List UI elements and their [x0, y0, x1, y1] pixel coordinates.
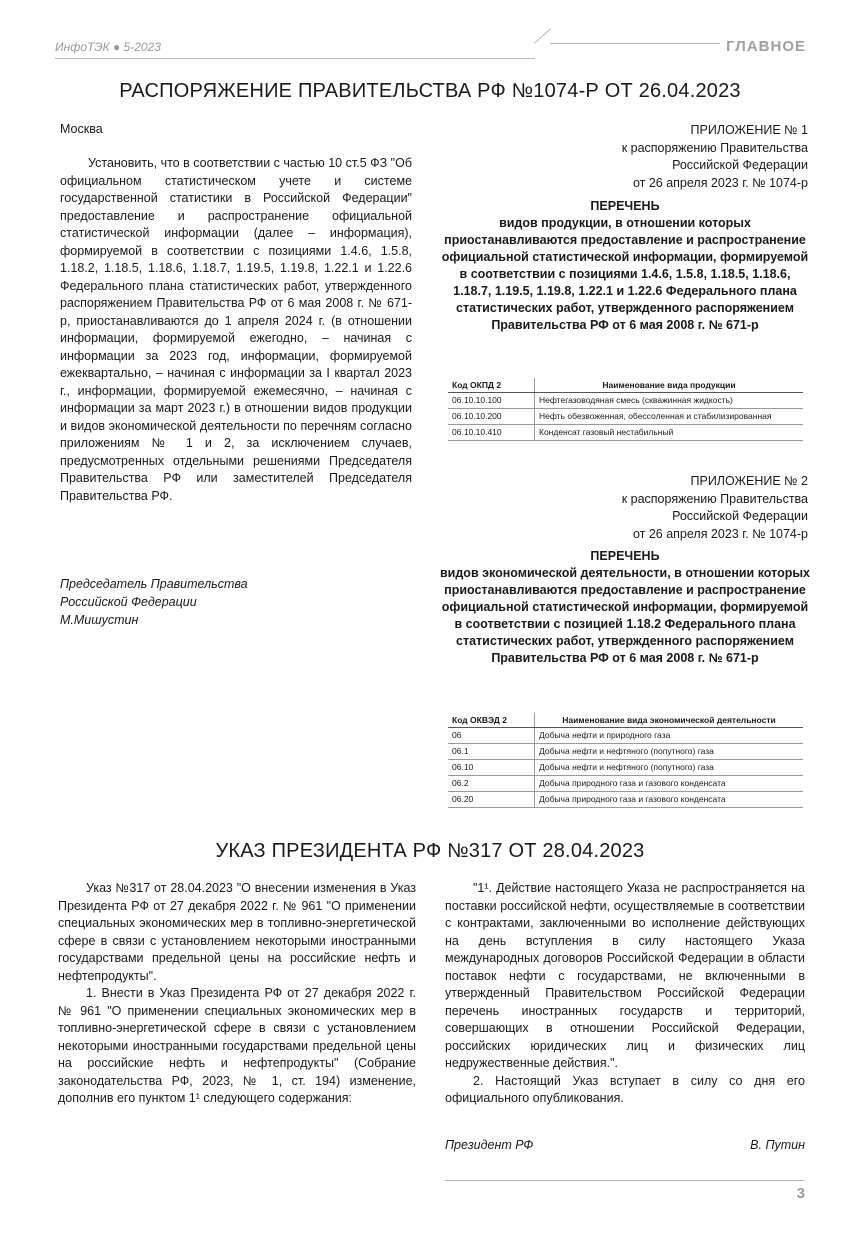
running-header-section: ГЛАВНОЕ	[726, 38, 806, 55]
signature-line: Российской Федерации	[60, 595, 197, 609]
page-number: 3	[796, 1185, 805, 1202]
list-title: ПЕРЕЧЕНЬ	[590, 199, 660, 213]
table-row	[448, 393, 803, 409]
table-cell: 06.20	[448, 792, 535, 808]
appendix-line: к распоряжению Правительства	[621, 140, 808, 155]
order-city: Москва	[60, 122, 103, 136]
decree-signatory-name: В. Путин	[750, 1138, 805, 1152]
order-body: Установить, что в соответствии с частью 10 ст.5 ФЗ "Об официальном статистическом учете и системе государственной статистики в Российской Федерации" предоставление и распространение официальной статистической информации (далее – информация), формируемой в соответствии с позициями 1.4.6, 1.5.8, 1.18.2, 1.18.5, 1.18.6, 1.18.7, 1.19.5, 1.19.8, 1.22.1 и 1.22.6 Федерального плана статистических работ, утвержденного распоряжением Правительства РФ от 6 мая 2008 г. № 671-р, приостанавливаются до 1 апреля 2024 г. (в отношении информации, формируемой ежегодно, – начиная с информации за 2023 год, информации, формируемой ежеквартально, – начиная с информации за I квартал 2023 г., информации, формируемой ежемесячно, – начиная с информации за март 2023 г.) в отношении видов продукции и видов экономической деятельности по перечням согласно приложениям № 1 и 2, за исключением случаев, предусмотренных отдельными решениями Председателя Правительства РФ или заместителей Председателя Правительства РФ.	[60, 156, 412, 503]
appendix1-table	[448, 378, 803, 441]
decree-title: УКАЗ ПРЕЗИДЕНТА РФ №317 ОТ 28.04.2023	[215, 840, 645, 862]
table-header: Код ОКВЭД 2	[448, 713, 535, 728]
appendix-line: Российской Федерации	[672, 509, 808, 523]
table-cell: Конденсат газовый нестабильный	[535, 425, 804, 441]
decree-left-column	[58, 880, 416, 1108]
appendix-line: от 26 апреля 2023 г. № 1074-р	[632, 526, 808, 541]
table-row	[448, 409, 803, 425]
table-cell: 06.10	[448, 760, 535, 776]
decree-paragraph: Указ №317 от 28.04.2023 "О внесении изменения в Указ Президента РФ от 27 декабря 2022 г. № 961 "О применении специальных экономических мер в топливно-энергетической сфере в связи с установлением некоторыми иностранными государствами предельной цены на российские нефть и нефтепродукты".	[58, 881, 416, 983]
table-cell: 06.2	[448, 776, 535, 792]
appendix-line: от 26 апреля 2023 г. № 1074-р	[632, 175, 808, 190]
table-cell: 06.10.10.200	[448, 409, 535, 425]
table-cell: 06.1	[448, 744, 535, 760]
table-row	[448, 728, 803, 744]
appendix1-header	[478, 122, 808, 192]
footer-rule	[445, 1180, 805, 1181]
table-cell: Нефть обезвоженная, обессоленная и стабилизированная	[535, 409, 804, 425]
table-row	[448, 776, 803, 792]
decree-paragraph: "1¹. Действие настоящего Указа не распространяется на поставки российской нефти, осуществляемые в соответствии с контрактами, заключенными во исполнение действующих на день вступления в силу настоящего Указа международных договоров Российской Федерации в области поставок нефти с государствами, не включенными в утвержденный Правительством Российской Федерации перечень иностранных государств и территорий, совершающих в отношении Российской Федерации, российских юридических лиц и физических лиц недружественные действия.".	[445, 881, 805, 1070]
decree-paragraph: 1. Внести в Указ Президента РФ от 27 декабря 2022 г. № 961 "О применении специальных экономических мер в топливно-энергетической сфере в связи с установлением некоторыми иностранными государствами предельной цены на российские нефть и нефтепродукты" (Собрание законодательства РФ, 2023, № 1, ст. 194) изменение, дополнив его пунктом 1¹ следующего содержания:	[58, 986, 416, 1105]
header-rule	[55, 58, 535, 59]
running-header-left: ИнфоТЭК ● 5-2023	[55, 40, 161, 54]
signature-line: М.Мишустин	[60, 613, 139, 627]
appendix-line: ПРИЛОЖЕНИЕ № 2	[690, 474, 808, 488]
appendix-line: к распоряжению Правительства	[621, 491, 808, 506]
table-cell: Нефтегазоводяная смесь (скважинная жидкость)	[535, 393, 804, 409]
decree-right-column	[445, 880, 805, 1108]
header-rule-slant	[534, 28, 551, 43]
decree-signatory-title: Президент РФ	[445, 1138, 534, 1152]
table-cell: Добыча нефти и природного газа	[535, 728, 804, 744]
table-row	[448, 425, 803, 441]
appendix2-table	[448, 713, 803, 808]
table-cell: Добыча природного газа и газового конденсата	[535, 792, 804, 808]
appendix-line: ПРИЛОЖЕНИЕ № 1	[690, 123, 808, 137]
signature-line: Председатель Правительства	[60, 577, 248, 591]
appendix1-list-title	[440, 198, 810, 334]
table-cell: 06	[448, 728, 535, 744]
table-cell: 06.10.10.410	[448, 425, 535, 441]
list-title: ПЕРЕЧЕНЬ	[590, 549, 660, 563]
list-subtitle: видов продукции, в отношении которых приостанавливаются предоставление и распространение официальной статистической информации, формируемой в соответствии с позициями 1.4.6, 1.5.8, 1.18.5, 1.18.6, 1.18.7, 1.19.5, 1.19.8, 1.22.1 и 1.22.6 Федерального плана статистических работ, утвержденного распоряжением Правительства РФ от 6 мая 2008 г. № 671-р	[441, 216, 809, 332]
order-signature	[60, 575, 360, 629]
table-header: Наименование вида экономической деятельности	[535, 713, 804, 728]
table-cell: Добыча нефти и нефтяного (попутного) газа	[535, 760, 804, 776]
header-rule-upper	[550, 43, 720, 44]
table-header: Наименование вида продукции	[535, 378, 804, 393]
decree-paragraph: 2. Настоящий Указ вступает в силу со дня его официального опубликования.	[445, 1073, 805, 1105]
table-row	[448, 792, 803, 808]
table-row	[448, 744, 803, 760]
order-title: РАСПОРЯЖЕНИЕ ПРАВИТЕЛЬСТВА РФ №1074-Р ОТ 26.04.2023	[119, 80, 741, 102]
table-cell: Добыча природного газа и газового конденсата	[535, 776, 804, 792]
appendix-line: Российской Федерации	[672, 158, 808, 172]
table-header: Код ОКПД 2	[448, 378, 535, 393]
table-cell: 06.10.10.100	[448, 393, 535, 409]
list-subtitle: видов экономической деятельности, в отношении которых приостанавливаются предоставление и распространение официальной статистической информации, формируемой в соответствии с позицией 1.18.2 Федерального плана статистических работ, утвержденного распоряжением Правительства РФ от 6 мая 2008 г. № 671-р	[440, 566, 810, 665]
appendix2-header	[478, 473, 808, 543]
table-cell: Добыча нефти и нефтяного (попутного) газа	[535, 744, 804, 760]
appendix2-list-title	[440, 548, 810, 667]
table-row	[448, 760, 803, 776]
